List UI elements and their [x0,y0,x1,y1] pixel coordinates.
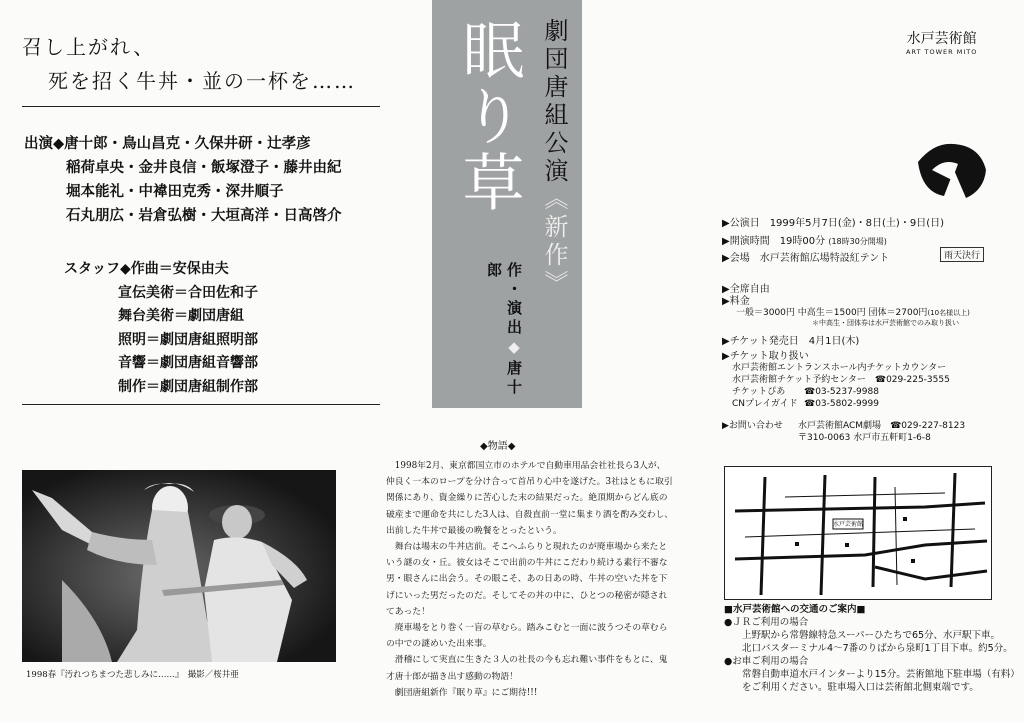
map-drawing [725,467,991,599]
contact-label: ▶お問い合わせ [722,421,783,431]
staff-label: スタッフ◆ [64,261,131,277]
access-jr-text: 北口バスターミナル4～7番のりばから泉町1丁目下車。約5分。 [742,643,1013,654]
access-jr-text: 上野駅から常磐線特急スーパーひたちで65分、水戸駅下車。 [742,630,1001,641]
stage-photo [22,470,336,662]
cast-line-1: 唐十郎・鳥山昌克・久保井研・辻孝彦 [64,135,311,152]
staff-item: 制作＝劇団唐組制作部 [118,378,258,395]
cast-line-2: 稲荷卓央・金井良信・飯塚澄子・藤井由紀 [66,159,342,176]
logo-jp: 水戸芸術館 [906,31,977,47]
access-info [724,603,1020,694]
ticket-outlet-1: 水戸芸術館エントランスホール内チケットカウンター [732,363,947,373]
emblem-icon [914,140,988,200]
outlet-tel: ☎029-225-3555 [874,375,950,385]
author-credit [484,262,524,408]
catchphrase [22,30,356,98]
divider-top [22,106,380,107]
divider-bottom [22,404,380,405]
company-name: 劇団唐組公演 [540,18,568,186]
schedule-time [722,232,887,247]
schedule-time-note: (18時30分開場) [828,237,887,246]
play-title: 眠り草 [452,18,525,216]
staff-section [64,258,258,399]
stage-photo-image [22,470,336,662]
title-banner [432,0,582,408]
ticket-seating: ▶全席自由 [722,284,770,295]
staff-item: 宣伝美術＝合田佐和子 [118,284,258,301]
story-body [386,458,674,701]
staff-item: 照明＝劇団唐組照明部 [118,331,258,348]
author-name: 唐十郎 [485,262,523,398]
access-heading: ■水戸芸術館への交通のご案内■ [724,604,866,615]
story-paragraph: 滑稽にして実直に生きた３人の社長の今も忘れ難い事件をもとに、鬼才唐十郎が描き出す感動の物語！ [386,655,668,682]
story-paragraph: 舞台は場末の牛丼店前。そこへふらりと現れたのが廃車場から来たという謎の女・丘。彼女はそこで出前の牛丼にこだわり続ける素行不審な男・眼さんに出会う。その眼こそ、あの日あの時、牛丼の空いた丼を下げにいった男だったのだ。そしてその丼の中に、ひとつの秘密が隠されてあった！ [386,542,668,617]
map-venue-label: 水戸芸術館 [833,521,864,528]
troupe-emblem [914,140,988,200]
outlet-name: CNプレイガイド [732,399,798,409]
outlet-name: チケットぴあ [732,387,786,397]
contact-tel: ☎029-227-8123 [890,421,966,431]
contact-name: 水戸芸術館ACM劇場 [798,421,882,431]
access-car-text: をご利用ください。駐車場入口は芸術館北側東端です。 [742,682,979,693]
schedule-time-text: ▶開演時間 19時00分 [722,236,826,247]
schedule-dates: ▶公演日 1999年5月7日(金)・8日(土)・9日(日) [722,218,944,229]
access-map [724,466,992,600]
photo-caption: 1998春『汚れつちまつた悲しみに……』 撮影／桜井亜 [26,670,239,680]
access-car-label: ●お車ご利用の場合 [724,656,809,667]
ticket-prices-note: (10名様以上) [927,309,970,317]
diamond-icon: ◆ [505,338,523,360]
ticket-outlet-4 [732,396,879,409]
cast-label: 出演◆ [24,135,65,152]
contact-address: 〒310-0063 水戸市五軒町1-6-8 [798,433,931,443]
author-label: 作・演出 [505,262,523,338]
schedule-venue: ▶会場 水戸芸術館広場特設紅テント [722,253,890,264]
new-tag: 《新作》 [540,186,568,298]
ticket-outlets-label: ▶チケット取り扱い [722,351,809,362]
story-paragraph: 廃車場をとり巻く一盲の草むら。踏みこむと一面に波うつその草むらの中での謎めいた出来事。 [386,623,668,650]
ticket-prices [736,305,970,318]
catchphrase-line-1: 召し上がれ、 [22,35,156,59]
ticket-prices-text: 一般＝3000円 中高生＝1500円 団体＝2700円 [736,308,928,318]
ticket-price-label: ▶料金 [722,296,750,307]
cast-line-4: 石丸朋広・岩倉弘樹・大垣高洋・日高啓介 [66,207,342,224]
logo-en: ART TOWER MITO [906,48,978,56]
access-car-text: 常磐自動車道水戸インターより15分。芸術館地下駐車場（有料） [742,669,1020,680]
catchphrase-line-2: 死を招く牛丼・並の一杯を…… [48,69,356,93]
venue-logo [906,28,977,56]
cast-line-3: 堀本能礼・中褘田克秀・深井順子 [66,183,284,200]
ticket-prices-note2: ＊中高生・団体券は水戸芸術館でのみ取り扱い [812,319,959,327]
outlet-tel: ☎03-5237-9988 [804,387,879,397]
story-paragraph: 劇団唐組新作『眠り草』にご期待!!! [394,687,538,698]
outlet-name: 水戸芸術館チケット予約センター [732,375,866,385]
company-label [540,18,568,298]
story-heading: ◆物語◆ [480,441,516,452]
ticket-sale-date: ▶チケット発売日 4月1日(木) [722,336,860,347]
outlet-tel: ☎03-5802-9999 [804,399,879,409]
staff-item: 舞台美術＝劇団唐組 [118,308,244,324]
rain-badge: 雨天決行 [940,247,984,262]
access-jr-label: ●ＪＲご利用の場合 [724,617,809,628]
story-paragraph: 1998年2月、東京都国立市のホテルで自動車用品会社社長ら3人が、仲良く一本のロープを分け合って首吊り心中を遂げた。3社はともに取引関係にあり、資金繰りに苦心した末の結果だった。絶頂期からどん底の破産まで運命を共にした3人は、自殺直前一堂に集まり酒を酌み交わし、出前した牛丼で最後の晩餐をとったという。 [386,461,674,536]
cast-section [24,132,342,228]
staff-item: 作曲＝安保由夫 [130,261,229,277]
staff-item: 音響＝劇団唐組音響部 [118,355,258,371]
